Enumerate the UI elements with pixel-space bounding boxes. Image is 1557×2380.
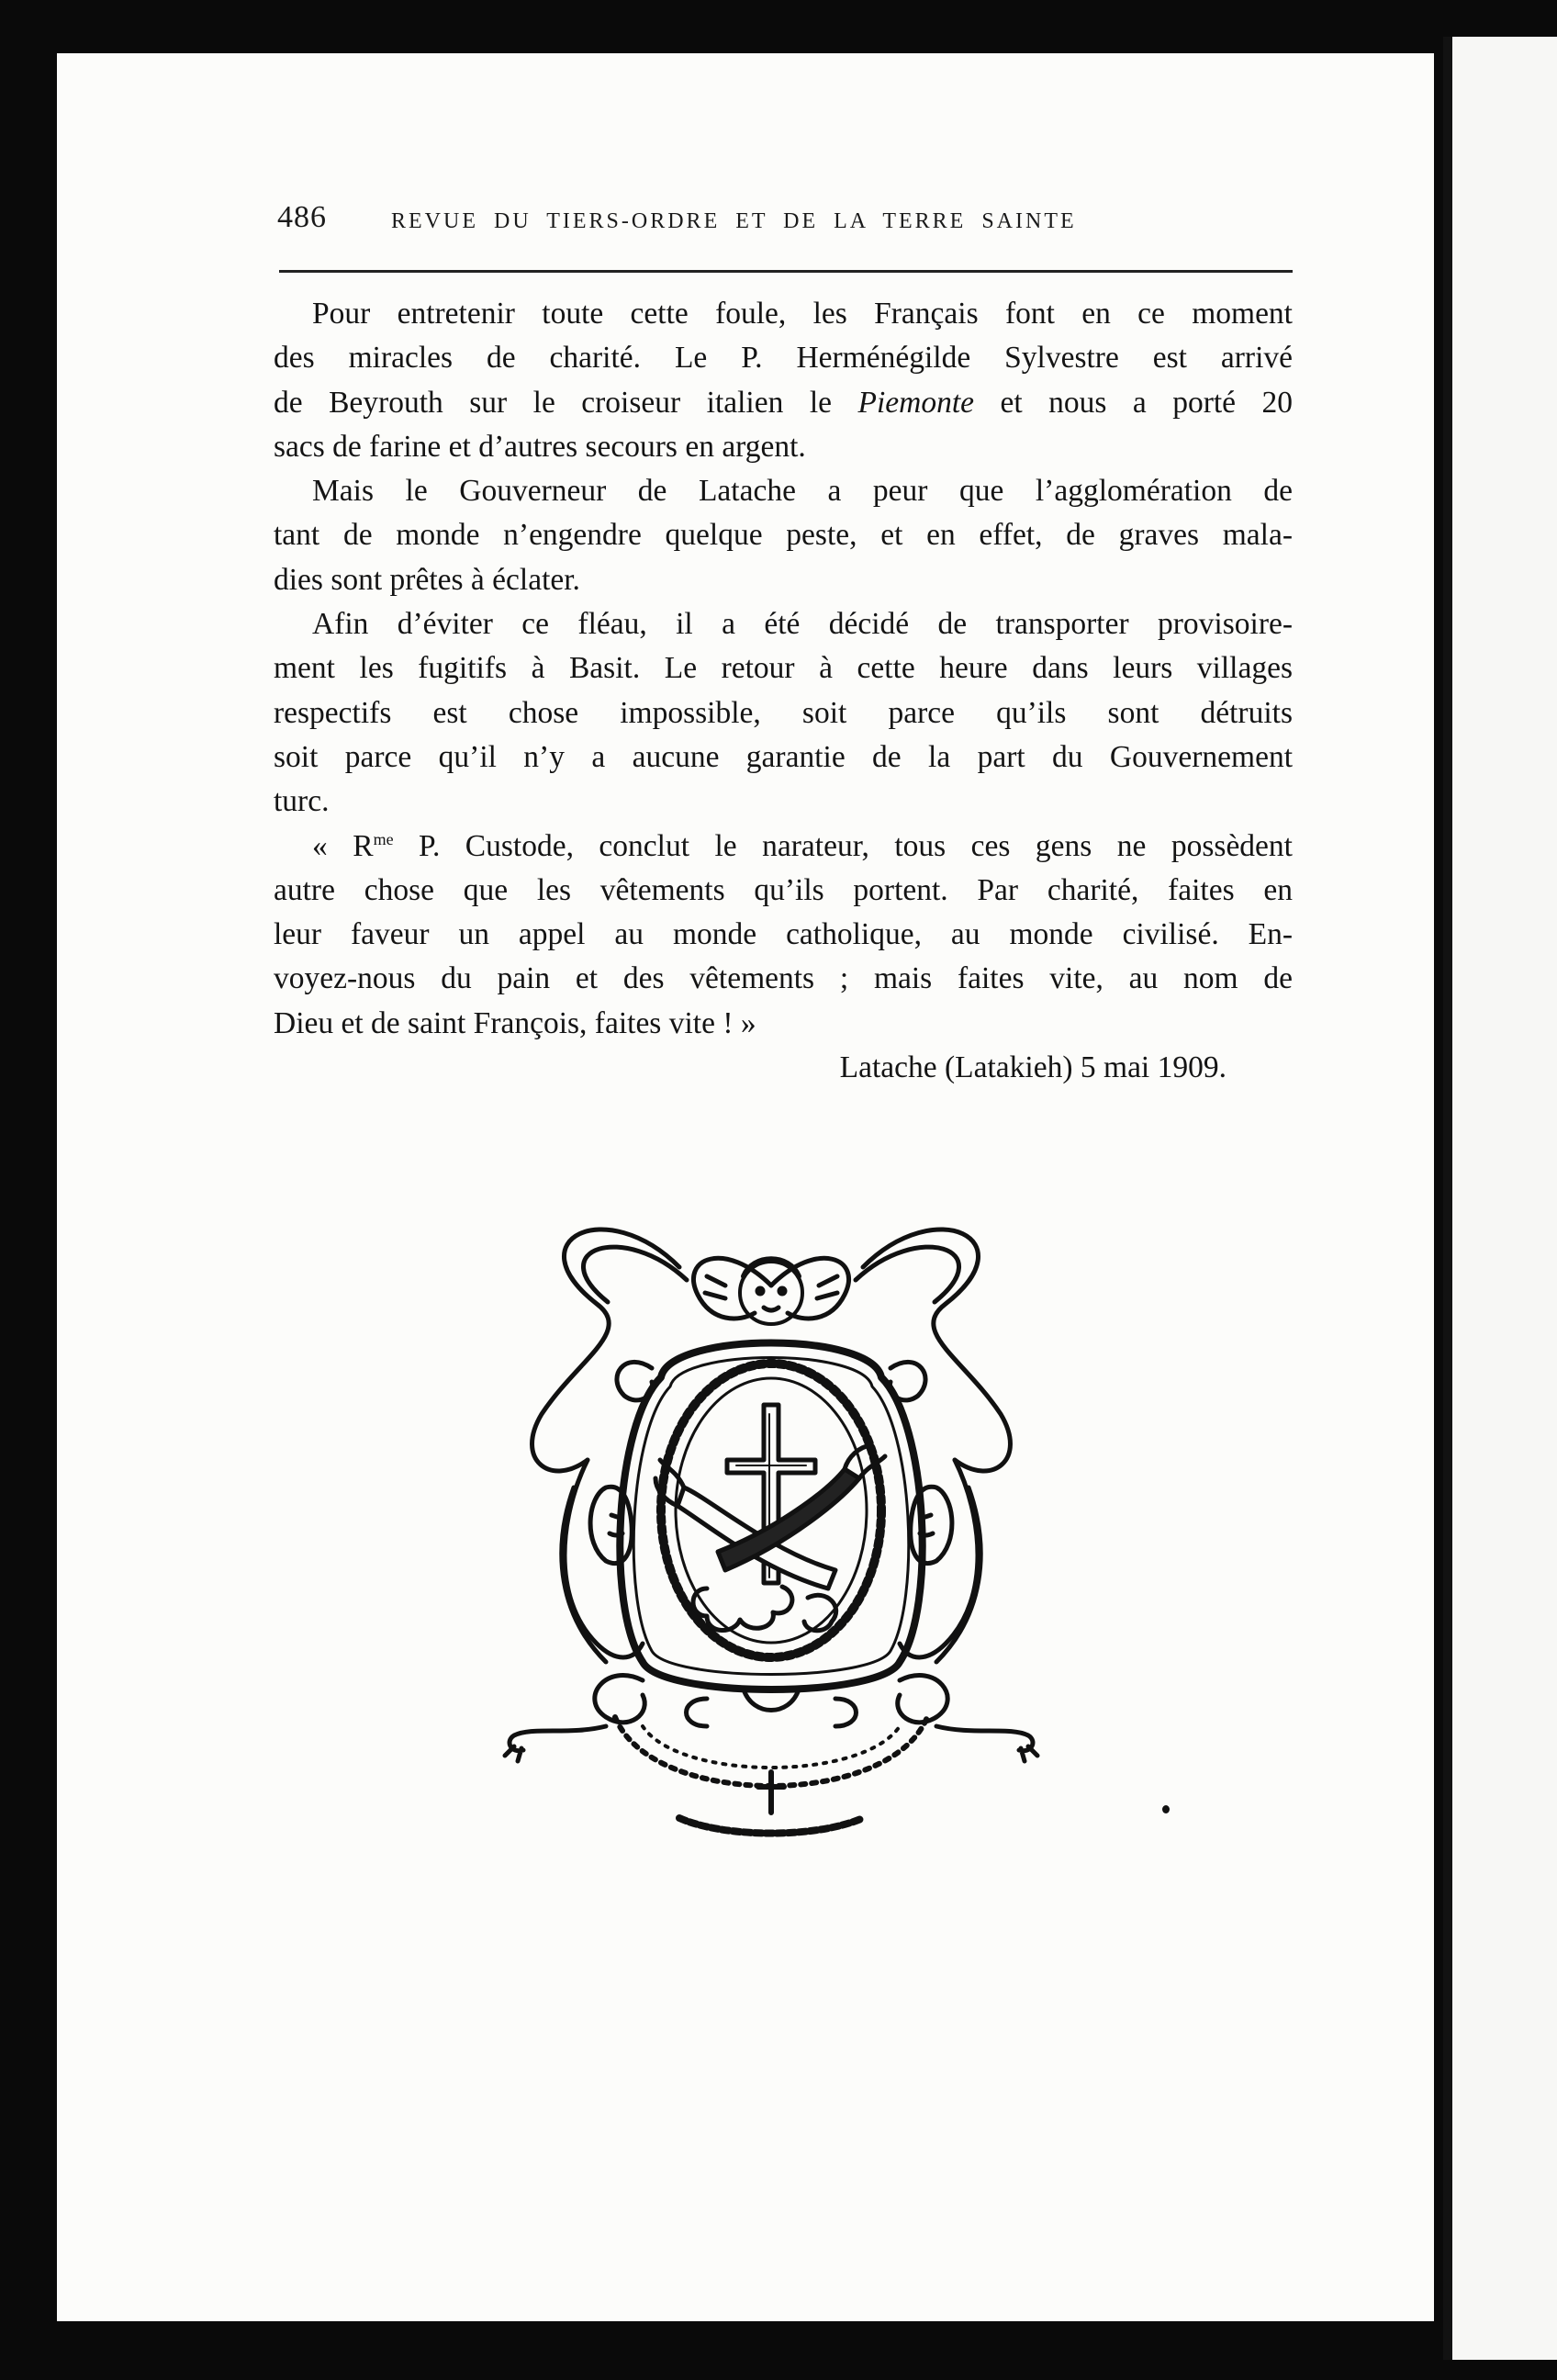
text-line: Pour entretenir toute cette foule, les Français font en ce moment xyxy=(312,297,1293,331)
text-line xyxy=(274,825,1293,869)
text-line: Mais le Gouverneur de Latache a peur que l’agglomération de xyxy=(312,474,1293,509)
text-line: soit parce qu’il n’y a aucune garantie de la part du Gouvernement xyxy=(274,739,1293,774)
ink-speck xyxy=(1162,1805,1170,1813)
header-rule xyxy=(279,270,1293,273)
paragraph-4 xyxy=(274,825,1293,1046)
running-header xyxy=(277,200,1293,242)
text-line: Afin d’éviter ce fléau, il a été décidé de transporter provisoire- xyxy=(312,607,1293,642)
text-line: ment les fugitifs à Basit. Le retour à cette heure dans leurs villages xyxy=(274,651,1293,686)
superscript: me xyxy=(373,829,394,848)
body-text xyxy=(274,292,1293,1090)
text-line xyxy=(274,381,1293,425)
text-line: voyez-nous du pain et des vêtements ; mais faites vite, au nom de xyxy=(274,961,1293,996)
text-line: Dieu et de saint François, faites vite ! » xyxy=(274,1005,756,1040)
text-fragment: de Beyrouth sur le croiseur italien le xyxy=(274,385,858,420)
franciscan-emblem-icon xyxy=(496,1184,1047,1864)
text-line: dies sont prêtes à éclater. xyxy=(274,562,580,597)
page-gutter-shadow xyxy=(1443,37,1452,2360)
adjacent-page-strip xyxy=(1452,37,1557,2360)
dateline-signature: Latache (Latakieh) 5 mai 1909. xyxy=(839,1050,1227,1085)
text-line: turc. xyxy=(274,784,330,819)
text-line: tant de monde n’engendre quelque peste, et en effet, de graves mala- xyxy=(274,518,1293,553)
paragraph-3 xyxy=(274,602,1293,824)
text-fragment: et nous a porté 20 xyxy=(974,385,1294,420)
text-fragment: P. Custode, conclut le narateur, tous ces gens ne possèdent xyxy=(393,828,1293,863)
text-line: autre chose que les vêtements qu’ils portent. Par charité, faites en xyxy=(274,872,1293,907)
page-number: 486 xyxy=(277,200,327,234)
paragraph-1 xyxy=(274,292,1293,469)
running-title: REVUE DU TIERS-ORDRE ET DE LA TERRE SAINTE xyxy=(391,209,1077,233)
text-line: sacs de farine et d’autres secours en argent. xyxy=(274,429,806,464)
text-line: des miracles de charité. Le P. Herménégilde Sylvestre est arrivé xyxy=(274,341,1293,376)
text-line: leur faveur un appel au monde catholique, au monde civilisé. En- xyxy=(274,917,1293,952)
text-fragment: « R xyxy=(312,828,374,863)
paragraph-2 xyxy=(274,469,1293,602)
ship-name: Piemonte xyxy=(857,385,974,420)
text-line: respectifs est chose impossible, soit parce qu’ils sont détruits xyxy=(274,695,1293,730)
